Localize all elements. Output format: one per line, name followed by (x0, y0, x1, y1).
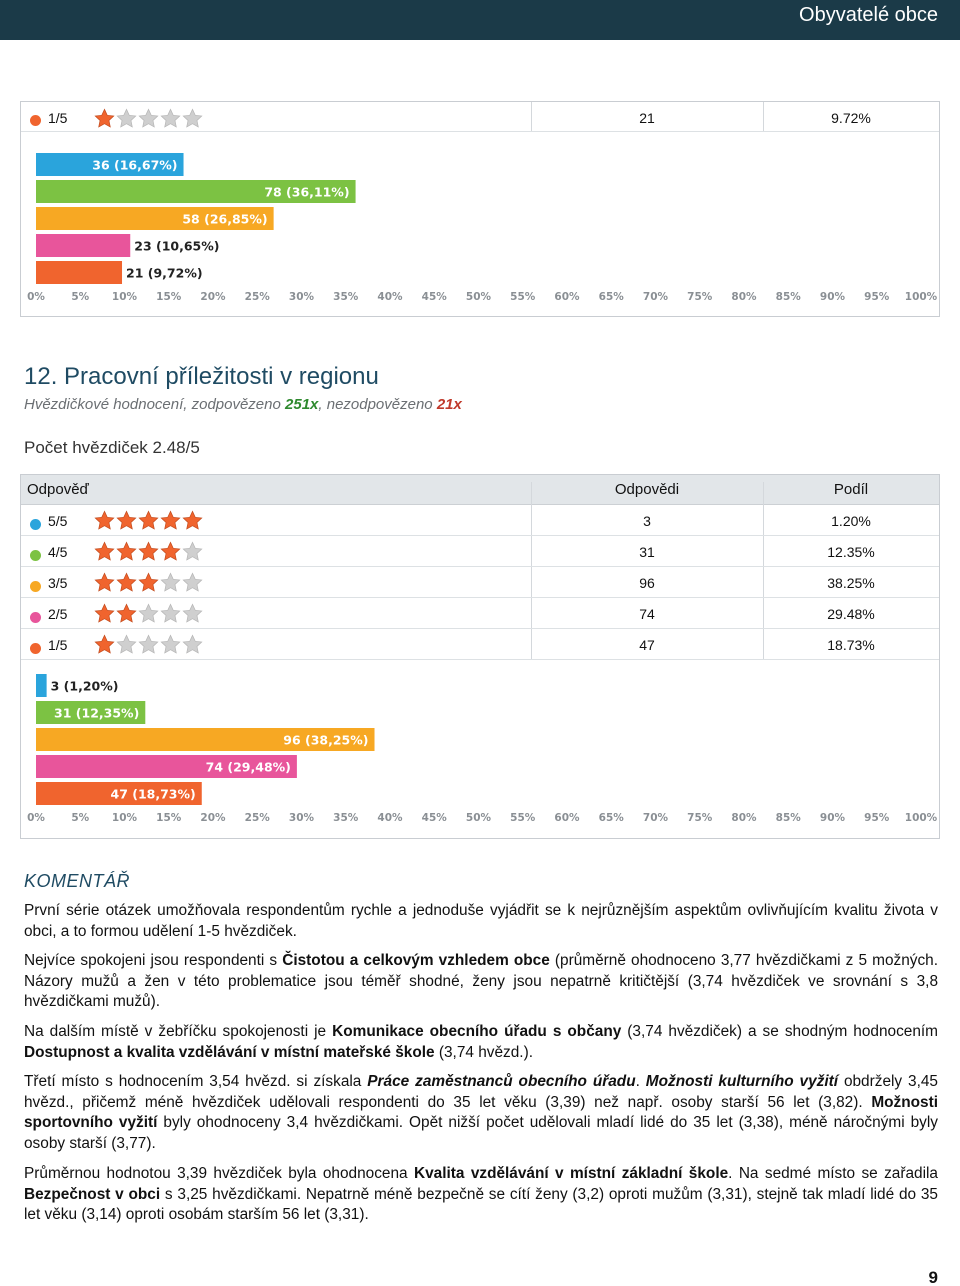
star-empty-icon (182, 572, 203, 593)
rating-dot (30, 519, 41, 530)
comment-paragraph-4 (24, 1072, 938, 1154)
table-header (21, 475, 939, 505)
rating-label: 3/5 (48, 575, 68, 591)
comment-paragraph-5 (24, 1164, 938, 1226)
emphasis: Možnosti kulturního vyžití (645, 1073, 839, 1090)
x-tick-label: 25% (244, 812, 270, 824)
star-filled-icon (94, 108, 115, 129)
star-filled-icon (182, 510, 203, 531)
unanswered-count: 21x (436, 396, 462, 413)
text: (3,74 hvězd.). (434, 1043, 533, 1061)
x-tick-label: 15% (156, 812, 182, 824)
data-label: 58 (26,85%) (182, 211, 268, 227)
star-filled-icon (94, 541, 115, 562)
question-title: 12. Pracovní příležitosti v regionu (24, 363, 379, 390)
data-label: 74 (29,48%) (205, 759, 291, 775)
x-tick-label: 90% (819, 291, 846, 303)
x-tick-label: 75% (687, 812, 713, 824)
x-tick-label: 55% (510, 812, 536, 824)
text: byly ohodnoceny 3,4 hvězdičkami. Opět nižší počet udělovali mladí lidé do 35 let (3,38), méně náročnými byly osoby starší (3,77). (24, 1114, 938, 1152)
comment-paragraph-3 (24, 1022, 938, 1063)
answer-count: 31 (639, 544, 655, 560)
x-tick-label: 50% (465, 291, 492, 303)
table-row (21, 536, 939, 567)
star-empty-icon (116, 634, 137, 655)
data-label: 23 (10,65%) (134, 238, 220, 254)
bar-chart (21, 657, 939, 839)
star-filled-icon (94, 634, 115, 655)
x-tick-label: 5% (71, 812, 90, 824)
rating-label: 2/5 (48, 606, 68, 622)
text: Průměrnou hodnotou 3,39 hvězdiček byla ohodnocena (24, 1165, 414, 1182)
x-tick-label: 70% (642, 291, 669, 303)
x-tick-label: 70% (642, 812, 669, 824)
x-tick-label: 0% (27, 812, 45, 824)
question-subtitle (24, 396, 462, 413)
star-filled-icon (94, 603, 115, 624)
answer-share: 18.73% (827, 637, 875, 653)
data-label: 21 (9,72%) (126, 265, 203, 281)
star-empty-icon (160, 634, 181, 655)
x-tick-label: 60% (554, 812, 580, 824)
text: (3,74 hvězdiček) a se shodným hodnocením (621, 1023, 938, 1040)
star-rating (94, 108, 204, 129)
x-tick-label: 75% (687, 291, 713, 303)
x-tick-label: 20% (200, 291, 226, 303)
star-filled-icon (94, 572, 115, 593)
star-filled-icon (116, 603, 137, 624)
x-tick-label: 95% (864, 812, 890, 824)
x-tick-label: 45% (421, 291, 447, 303)
star-filled-icon (160, 541, 181, 562)
table-row (21, 598, 939, 629)
x-tick-label: 55% (510, 291, 536, 303)
header-bar (0, 0, 960, 40)
text: (průměrně ohodnoceno 3,77 hvězdičkami z 5 možných. Názory mužů a žen v této problematice jsou téměř shodné, ženy jsou nepatrně kritičtější (3,74 hvězdiček ve srovnání s 3,8 hvězdičkami mužů). (24, 952, 938, 1011)
emphasis: Kvalita vzdělávání v místní základní škole (413, 1165, 729, 1182)
star-filled-icon (116, 510, 137, 531)
star-empty-icon (116, 108, 137, 129)
data-label: 36 (16,67%) (92, 157, 178, 173)
results-panel (20, 474, 940, 839)
prev-question-panel (20, 101, 940, 317)
text: obdržely 3,45 hvězd., přičemž méně hvězdiček udělovali respondenti do 35 let věku (3,39) než např. osoby starší 56 let (3,82). (24, 1073, 938, 1111)
star-filled-icon (116, 572, 137, 593)
emphasis: Čistotou a celkovým vzhledem obce (282, 952, 550, 969)
answer-count: 47 (639, 637, 655, 653)
x-tick-label: 100% (904, 291, 938, 303)
data-label: 31 (12,35%) (54, 705, 140, 721)
emphasis: Bezpečnost v obci (24, 1185, 161, 1203)
rating-dot (30, 550, 41, 561)
star-filled-icon (138, 510, 159, 531)
data-label: 96 (38,25%) (283, 732, 369, 748)
star-filled-icon (138, 541, 159, 562)
star-empty-icon (182, 108, 203, 129)
x-tick-label: 35% (333, 291, 359, 303)
star-empty-icon (160, 603, 181, 624)
x-tick-label: 25% (244, 291, 270, 303)
text: . Na sedmé místo se zařadila (728, 1165, 938, 1182)
emphasis: Možnosti sportovního vyžití (24, 1093, 938, 1132)
rating-label: 1/5 (48, 110, 68, 126)
x-tick-label: 10% (111, 812, 138, 824)
rating-dot (30, 643, 41, 654)
x-tick-label: 80% (731, 812, 757, 824)
chart-bar (36, 234, 130, 257)
answer-count: 21 (639, 110, 655, 126)
star-filled-icon (116, 541, 137, 562)
star-empty-icon (160, 572, 181, 593)
star-empty-icon (138, 634, 159, 655)
x-tick-label: 90% (819, 812, 846, 824)
x-tick-label: 15% (156, 291, 182, 303)
answer-count: 74 (639, 606, 655, 622)
x-tick-label: 40% (377, 291, 403, 303)
text: Třetí místo s hodnocením 3,54 hvězd. si získala (24, 1073, 368, 1090)
rating-dot (30, 115, 41, 126)
average-rating: Počet hvězdiček 2.48/5 (24, 438, 200, 457)
x-tick-label: 50% (465, 812, 492, 824)
emphasis: Práce zaměstnanců obecního úřadu (367, 1073, 636, 1090)
chart-bar (36, 261, 122, 284)
x-tick-label: 0% (27, 291, 45, 303)
x-tick-label: 95% (864, 291, 890, 303)
rating-dot (30, 581, 41, 592)
answer-count: 3 (643, 513, 651, 529)
comment-title: KOMENTÁŘ (24, 871, 131, 891)
data-label: 78 (36,11%) (264, 184, 350, 200)
answer-share: 9.72% (831, 110, 871, 126)
answered-count: 251x (285, 396, 319, 413)
rating-dot (30, 612, 41, 623)
x-tick-label: 45% (421, 812, 447, 824)
subtitle-prefix: Hvězdičkové hodnocení, zodpovězeno (24, 396, 286, 413)
comment-paragraph-1: První série otázek umožňovala respondentům rychle a jednoduše vyjádřit se k nejrůznějším aspektům ovlivňujícím kvalitu života v obci, a to formou udělení 1-5 hvězdiček. (24, 902, 938, 940)
rating-label: 4/5 (48, 544, 68, 560)
x-tick-label: 65% (598, 812, 624, 824)
x-tick-label: 65% (598, 291, 624, 303)
answer-share: 38.25% (827, 575, 875, 591)
x-tick-label: 100% (904, 812, 938, 824)
answer-share: 29.48% (827, 606, 875, 622)
header-answer: Odpověď (27, 481, 89, 498)
text: Na dalším místě v žebříčku spokojenosti je (24, 1023, 333, 1040)
answer-count: 96 (639, 575, 655, 591)
star-filled-icon (94, 510, 115, 531)
star-filled-icon (138, 572, 159, 593)
x-tick-label: 5% (71, 291, 90, 303)
star-rating (94, 541, 204, 562)
table-row (21, 629, 939, 660)
star-rating (94, 510, 204, 531)
x-tick-label: 30% (288, 812, 315, 824)
rating-label: 1/5 (48, 637, 68, 653)
star-rating (94, 572, 204, 593)
text: Nejvíce spokojeni jsou respondenti s (24, 952, 283, 969)
header-title: Obyvatelé obce (799, 4, 938, 26)
header-count: Odpovědi (614, 481, 680, 498)
x-tick-label: 80% (731, 291, 757, 303)
star-empty-icon (182, 603, 203, 624)
rating-label: 5/5 (48, 513, 68, 529)
answer-share: 1.20% (831, 513, 871, 529)
table-row (21, 567, 939, 598)
star-empty-icon (182, 634, 203, 655)
star-empty-icon (138, 108, 159, 129)
x-tick-label: 40% (377, 812, 403, 824)
star-filled-icon (160, 510, 181, 531)
data-label: 3 (1,20%) (50, 678, 119, 694)
data-label: 47 (18,73%) (110, 786, 196, 802)
star-empty-icon (182, 541, 203, 562)
x-tick-label: 60% (554, 291, 580, 303)
star-rating (94, 634, 204, 655)
emphasis: Dostupnost a kvalita vzdělávání v místní mateřské škole (24, 1043, 435, 1061)
subtitle-mid: , nezodpovězeno (318, 396, 437, 413)
x-tick-label: 30% (288, 291, 315, 303)
text: s 3,25 hvězdičkami. Nepatrně méně bezpečně se cítí ženy (3,2) oproti mužům (3,31), stejně tak mladí lidé do 35 let věku (3,14) oproti osobám starším 56 let (3,31). (24, 1185, 938, 1224)
table-row (21, 102, 939, 132)
answer-share: 12.35% (827, 544, 875, 560)
x-tick-label: 10% (111, 291, 138, 303)
star-empty-icon (160, 108, 181, 129)
bar-chart (21, 132, 939, 316)
emphasis: Komunikace obecního úřadu s občany (332, 1023, 622, 1040)
x-tick-label: 20% (200, 812, 226, 824)
x-tick-label: 35% (333, 812, 359, 824)
chart-bar (36, 674, 47, 697)
table-row (21, 505, 939, 536)
x-tick-label: 85% (775, 812, 801, 824)
comment-paragraph-2 (24, 951, 938, 1013)
x-tick-label: 85% (775, 291, 801, 303)
text: . (635, 1073, 646, 1090)
star-rating (94, 603, 204, 624)
header-share: Podíl (833, 481, 869, 498)
page-number: 9 (928, 1268, 938, 1286)
star-empty-icon (138, 603, 159, 624)
